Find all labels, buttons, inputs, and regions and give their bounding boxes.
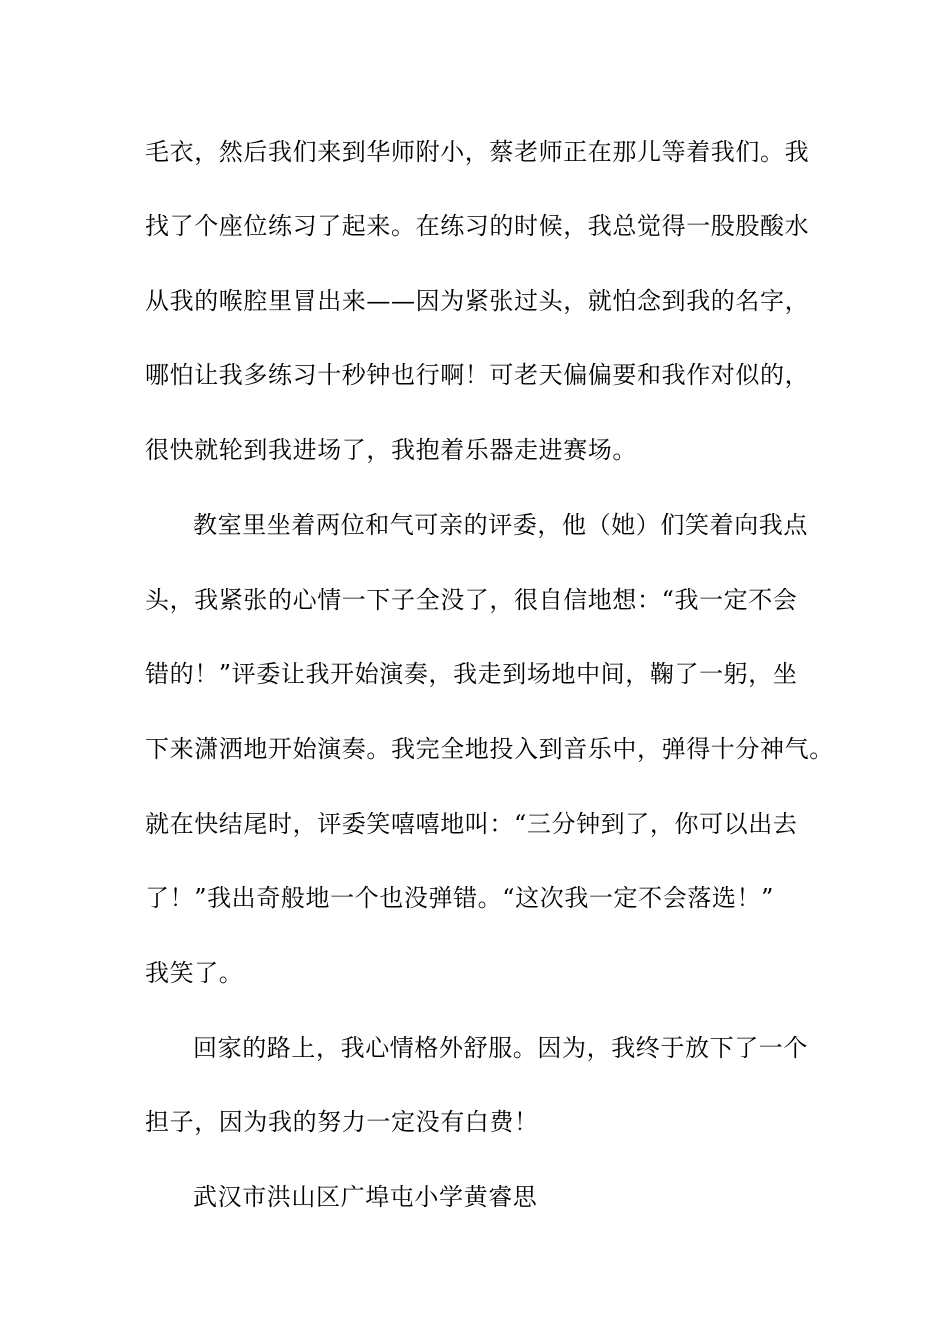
author-line: 武汉市洪山区广埠屯小学黄睿思 (193, 1183, 538, 1211)
text-line: 哪怕让我多练习十秒钟也行啊！可老天偏偏要和我作对似的， (145, 361, 810, 389)
text-line: 毛衣，然后我们来到华师附小，蔡老师正在那儿等着我们。我 (145, 138, 810, 166)
text-line: 错的！”评委让我开始演奏，我走到场地中间，鞠了一躬，坐 (145, 660, 798, 688)
paragraph-first-line: 回家的路上，我心情格外舒服。因为，我终于放下了一个 (193, 1034, 808, 1062)
text-line: 下来潇洒地开始演奏。我完全地投入到音乐中，弹得十分神气。 (145, 735, 834, 763)
text-line: 了！”我出奇般地一个也没弹错。“这次我一定不会落选！” (145, 884, 775, 912)
text-line: 找了个座位练习了起来。在练习的时候，我总觉得一股股酸水 (145, 212, 810, 240)
text-line: 就在快结尾时，评委笑嘻嘻地叫：“三分钟到了，你可以出去 (145, 810, 798, 838)
text-line: 从我的喉腔里冒出来——因为紧张过头，就怕念到我的名字， (145, 287, 810, 315)
text-line: 头，我紧张的心情一下子全没了，很自信地想：“我一定不会 (145, 586, 798, 614)
paragraph-first-line: 教室里坐着两位和气可亲的评委，他（她）们笑着向我点 (193, 511, 808, 539)
text-line: 很快就轮到我进场了，我抱着乐器走进赛场。 (145, 436, 637, 464)
text-line: 我笑了。 (145, 959, 244, 987)
text-line: 担子，因为我的努力一定没有白费！ (145, 1108, 539, 1136)
